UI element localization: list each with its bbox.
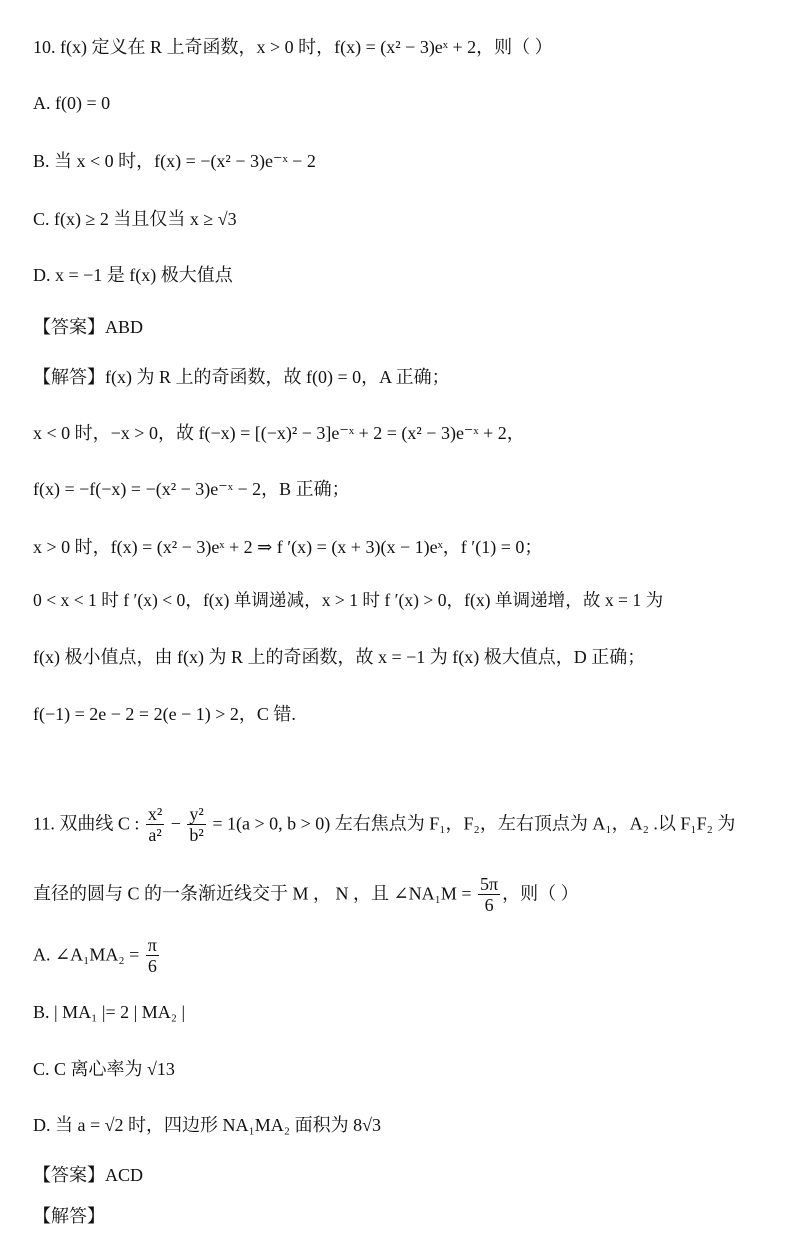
- q11-option-c: C. C 离心率为 √13: [33, 1059, 175, 1079]
- q10-solution-line: 0 < x < 1 时 f ′(x) < 0，f(x) 单调递减，x > 1 时 f ′(x) > 0，f(x) 单调递增，故 x = 1 为: [33, 590, 664, 610]
- q11-stem-suffix: = 1(a > 0, b > 0) 左右焦点为 F₁，F₂，左右顶点为 A₁，A₂ .以 F₁F₂ 为: [207, 813, 736, 834]
- fraction-denominator: 6: [146, 955, 159, 977]
- q11-stem2-suffix: ，则（ ）: [502, 883, 579, 904]
- fraction: [146, 805, 164, 846]
- q10-option-d: D. x = −1 是 f(x) 极大值点: [33, 265, 233, 285]
- fraction-denominator: 6: [478, 894, 500, 916]
- fraction-numerator: x²: [147, 804, 163, 824]
- q10-solution-line: f(x) = −f(−x) = −(x² − 3)e⁻ˣ − 2，B 正确；: [33, 479, 350, 499]
- q10-solution-line: x > 0 时，f(x) = (x² − 3)eˣ + 2 ⇒ f ′(x) = (x + 3)(x − 1)eˣ，f ′(1) = 0；: [33, 537, 543, 557]
- q11-option-a: [33, 936, 161, 977]
- fraction-numerator: y²: [189, 804, 204, 824]
- fraction-numerator: 5π: [480, 874, 499, 894]
- fraction: [187, 805, 205, 846]
- q10-solution-line: x < 0 时，−x > 0，故 f(−x) = [(−x)² − 3]e⁻ˣ + 2 = (x² − 3)e⁻ˣ + 2，: [33, 423, 525, 443]
- q10-solution-line: f(−1) = 2e − 2 = 2(e − 1) > 2，C 错.: [33, 704, 296, 724]
- q11-stem-line2: [33, 875, 579, 916]
- q10-answer: 【答案】ABD: [33, 317, 144, 337]
- q11-solution-label: 【解答】: [33, 1206, 105, 1226]
- q11-stem-prefix: 11. 双曲线 C :: [33, 813, 140, 834]
- q11-option-d: D. 当 a = √2 时，四边形 NA₁MA₂ 面积为 8√3: [33, 1115, 381, 1135]
- q11-answer: 【答案】ACD: [33, 1165, 144, 1185]
- q10-option-c: C. f(x) ≥ 2 当且仅当 x ≥ √3: [33, 209, 237, 229]
- q10-option-a: A. f(0) = 0: [33, 93, 111, 113]
- q11-option-b: B. | MA₁ |= 2 | MA₂ |: [33, 1002, 186, 1022]
- minus-sign: −: [166, 813, 186, 834]
- fraction: [478, 875, 500, 916]
- q10-solution-line: 【解答】f(x) 为 R 上的奇函数，故 f(0) = 0，A 正确；: [33, 367, 450, 387]
- q10-stem: 10. f(x) 定义在 R 上奇函数，x > 0 时，f(x) = (x² − 3)eˣ + 2，则（ ）: [33, 37, 553, 57]
- fraction: [146, 936, 159, 977]
- fraction-numerator: π: [147, 935, 157, 955]
- fraction-denominator: b²: [189, 824, 204, 845]
- option-a-prefix: A. ∠A₁MA₂ =: [33, 944, 140, 965]
- q11-stem-line1: [33, 805, 735, 846]
- fraction-denominator: a²: [146, 824, 164, 846]
- q10-option-b: B. 当 x < 0 时，f(x) = −(x² − 3)e⁻ˣ − 2: [33, 151, 316, 171]
- q11-stem2-prefix: 直径的圆与 C 的一条渐近线交于 M ， N ，且 ∠NA₁M =: [33, 883, 472, 904]
- q10-solution-line: f(x) 极小值点，由 f(x) 为 R 上的奇函数，故 x = −1 为 f(x) 极大值点，D 正确；: [33, 647, 646, 667]
